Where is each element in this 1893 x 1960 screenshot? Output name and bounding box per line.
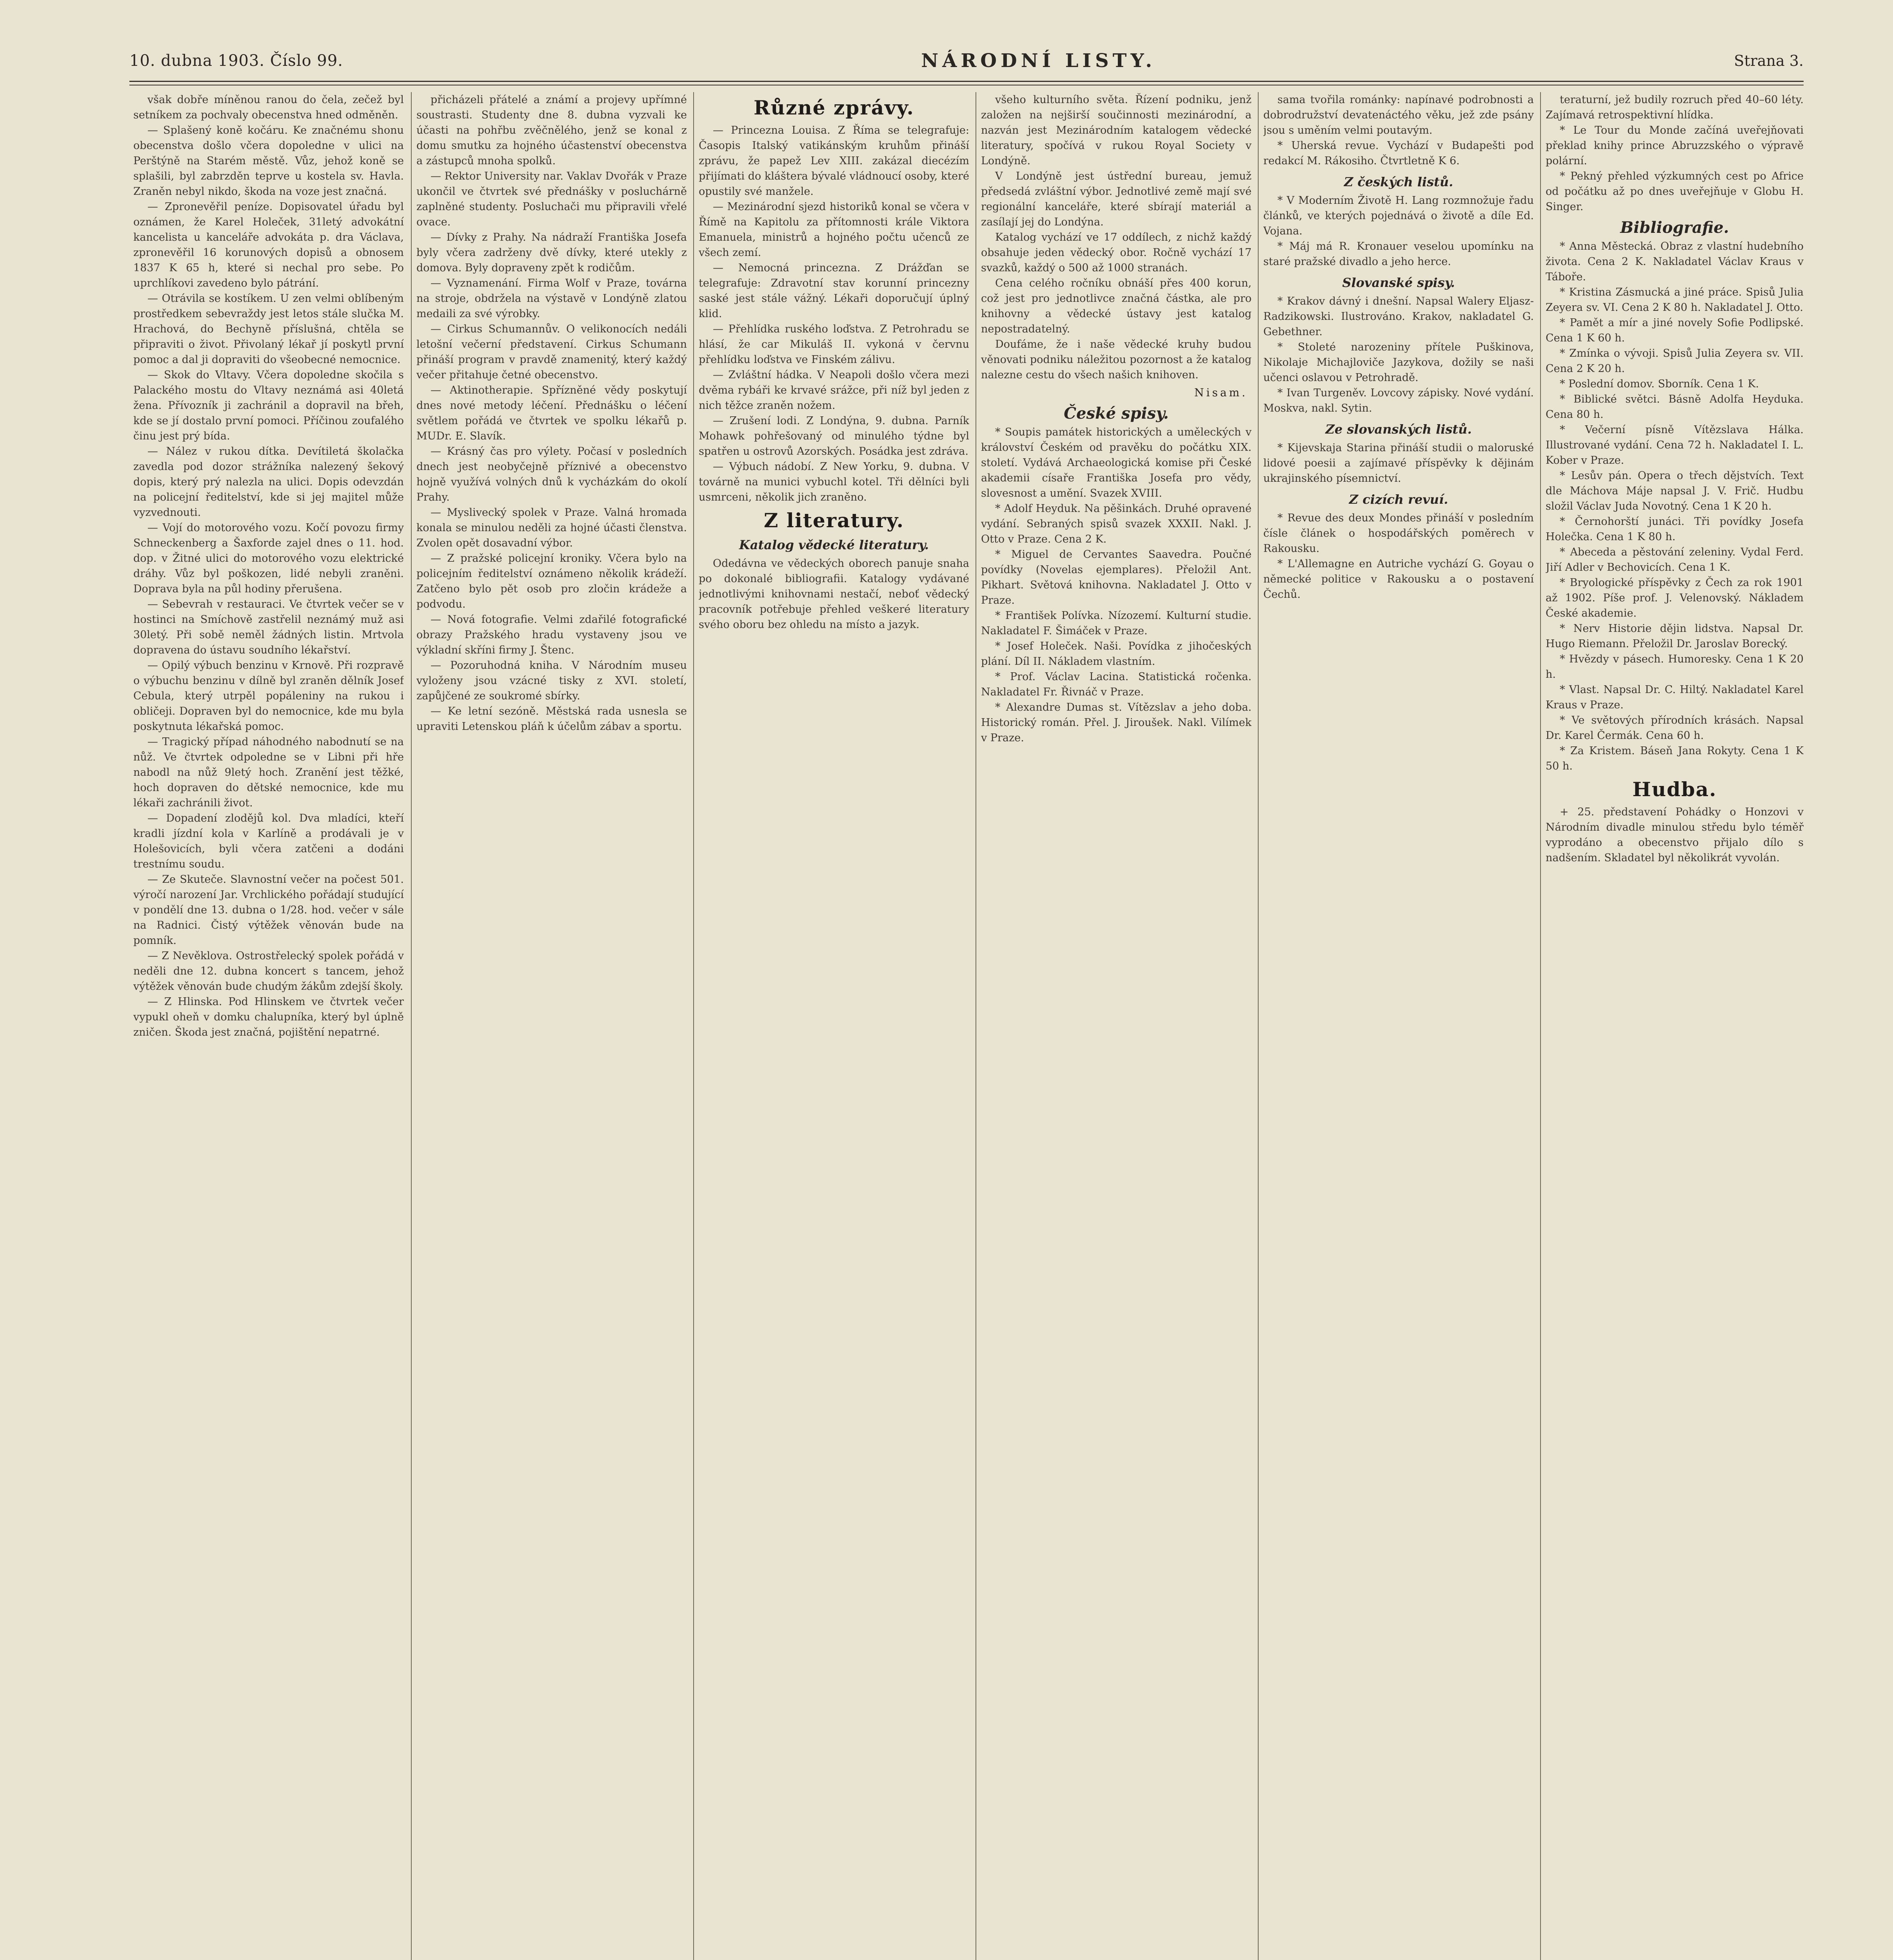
column-separator — [411, 92, 412, 1960]
article-paragraph: — Mezinárodní sjezd historiků konal se včera v Římě na Kapitolu za přítomnosti krále Viktora Emanuela, ministrů a hojného počtu učenců ze všech zemí. — [699, 201, 969, 259]
bibliography-entry: * Pamět a mír a jiné novely Sofie Podlipské. Cena 1 K 60 h. — [1546, 317, 1804, 344]
article-paragraph: V Londýně jest ústřední bureau, jemuž předsedá zvláštní výbor. Jednotlivé země mají své regionální kanceláře, které sbírají materiál a zasílají jej do Londýna. — [981, 170, 1252, 228]
bibliography-entry: * Kristina Zásmucká a jiné práce. Spisů Julia Zeyera sv. VI. Cena 2 K 80 h. Nakladatel J. Otto. — [1546, 286, 1804, 314]
article-paragraph: — Výbuch nádobí. Z New Yorku, 9. dubna. V továrně na munici vybuchl kotel. Tři dělníci byli usmrceni, několik jich zraněno. — [699, 461, 969, 503]
article-paragraph: — Ze Skuteče. Slavnostní večer na počest 501. výročí narození Jar. Vrchlického pořádají studující v pondělí dne 13. dubna o 1/28. hod. večer v sále na Radnici. Čistý výtěžek věnován bude na pomník. — [133, 873, 404, 947]
section-heading-slavic-papers: Ze slovanských listů. — [1325, 422, 1472, 437]
article-paragraph: — Splašený koně kočáru. Ke značnému shonu obecenstva došlo včera dopoledne v ulici na Perštýně na Starém městě. Vůz, jehož koně se splašili, byl zabrzděn teprve u kostela sv. Havla. Zraněn nebyl nikdo, škoda na voze jest značná. — [133, 124, 404, 198]
article-paragraph: přicházeli přátelé a známí a projevy upřímné soustrasti. Studenty dne 8. dubna vyzvali ke účasti na pohřbu zvěčnělého, jenž se konal z domu smutku za hojného účastenství obecenstva a zástupců mnoha spolků. — [416, 94, 687, 167]
bibliography-entry: * Adolf Heyduk. Na pěšinkách. Druhé opravené vydání. Sebraných spisů svazek XXXII. Nakl. J. Otto v Praze. Cena 2 K. — [981, 503, 1252, 545]
article-paragraph: — Z Nevěklova. Ostrostřelecký spolek pořádá v neděli dne 12. dubna koncert s tancem, jehož výtěžek věnován bude chudým žákům zdejší školy. — [133, 950, 404, 993]
bibliography-entry: * Miguel de Cervantes Saavedra. Poučné povídky (Novelas ejemplares). Přeložil Ant. Pikhart. Světová knihovna. Nakladatel J. Otto v Praze. — [981, 548, 1252, 606]
bibliography-entry: * František Polívka. Nízozemí. Kulturní studie. Nakladatel F. Šimáček v Praze. — [981, 610, 1252, 637]
article-paragraph: — Aktinotherapie. Spřízněné vědy poskytují dnes nové metody léčení. Přednášku o léčení světlem pořádá ve čtvrtek ve spolku lékařů p. MUDr. E. Slavík. — [416, 384, 687, 442]
article-paragraph: * Revue des deux Mondes přináší v posledním čísle článek o hospodářských poměrech v Rakousku. — [1263, 512, 1534, 555]
bibliography-entry: * Večerní písně Vítězslava Hálka. Illustrované vydání. Cena 72 h. Nakladatel I. L. Kober v Praze. — [1546, 424, 1804, 466]
section-heading-czech-papers: Z českých listů. — [1344, 174, 1453, 189]
article-paragraph: — Krásný čas pro výlety. Počasí v posledních dnech jest neobyčejně příznivé a obecenstvo hojně využívá volných dnů k vycházkám do okolí Prahy. — [416, 445, 687, 503]
header-rule — [129, 81, 1804, 82]
section-heading-various-news: Různé zprávy. — [754, 96, 914, 119]
article-paragraph: * Le Tour du Monde začíná uveřejňovati překlad knihy prince Abruzzského o výpravě polární. — [1546, 124, 1804, 167]
column-separator — [1540, 92, 1541, 1960]
article-paragraph: — Dívky z Prahy. Na nádraží Františka Josefa byly včera zadrženy dvě dívky, které utekly z domova. Byly dopraveny zpět k rodičům. — [416, 231, 687, 274]
bibliography-entry: * Zmínka o vývoji. Spisů Julia Zeyera sv. VII. Cena 2 K 20 h. — [1546, 347, 1804, 375]
bibliography-entry: * Poslední domov. Sborník. Cena 1 K. — [1560, 378, 1759, 390]
article-paragraph: * Uherská revue. Vychází v Budapešti pod redakcí M. Rákosiho. Čtvrtletně K 6. — [1263, 140, 1534, 167]
article-paragraph: — Nález v rukou dítka. Devítiletá školačka zavedla pod dozor strážníka nalezený šekový dopis, který prý nalezla na ulici. Dopis odevzdán na policejní ředitelství, kde si jej majitel může vyzvednouti. — [133, 445, 404, 519]
section-heading-bibliography: Bibliografie. — [1620, 218, 1729, 237]
article-paragraph: * L'Allemagne en Autriche vychází G. Goyau o německé politice v Rakousku a o postavení Čechů. — [1263, 558, 1534, 601]
article-paragraph: — Rektor University nar. Vaklav Dvořák v Praze ukončil ve čtvrtek své přednášky v posluchárně zaplněné studenty. Posluchači mu připravili vřelé ovace. — [416, 170, 687, 228]
article-paragraph: — Myslivecký spolek v Praze. Valná hromada konala se minulou neděli za hojné účasti členstva. Zvolen opět dosavadní výbor. — [416, 506, 687, 549]
article-paragraph: — Zvláštní hádka. V Neapoli došlo včera mezi dvěma rybáři ke krvavé srážce, při níž byl jeden z nich těžce zraněn nožem. — [699, 369, 969, 412]
article-paragraph: — Vyznamenání. Firma Wolf v Praze, továrna na stroje, obdržela na výstavě v Londýně zlatou medaili za své výrobky. — [416, 277, 687, 320]
bibliography-entry: * Za Kristem. Báseň Jana Rokyty. Cena 1 K 50 h. — [1546, 745, 1804, 772]
newspaper-title: NÁRODNÍ LISTY. — [921, 50, 1156, 72]
column-separator — [693, 92, 694, 1960]
article-paragraph: — Pozoruhodná kniha. V Národním museu vyloženy jsou vzácné tisky z XVI. století, zapůjčené ze soukromé sbírky. — [416, 659, 687, 702]
article-paragraph: * Máj má R. Kronauer veselou upomínku na staré pražské divadlo a jeho herce. — [1263, 240, 1534, 268]
article-paragraph: — Nemocná princezna. Z Drážďan se telegrafuje: Zdravotní stav korunní princezny saské jest stále vážný. Lékaři doporučují úplný klid. — [699, 262, 969, 320]
bibliography-entry: * Ve světových přírodních krásách. Napsal Dr. Karel Čermák. Cena 60 h. — [1546, 714, 1804, 742]
article-paragraph: Doufáme, že i naše vědecké kruhy budou věnovati podniku náležitou pozornost a že katalog nalezne cestu do všech našich knihoven. — [981, 338, 1252, 381]
article-paragraph: — Sebevrah v restauraci. Ve čtvrtek večer se v hostinci na Smíchově zastřelil neznámý muž asi 30letý. Při sobě neměl žádných listin. Mrtvola dopravena do ústavu soudního lékařství. — [133, 598, 404, 656]
article-paragraph: — Zpronevěřil peníze. Dopisovatel úřadu byl oznámen, že Karel Holeček, 31letý advokátní kancelista u kanceláře advokáta p. dra Václava, zpronevěřil 16 korunových dopisů a obnosem 1837 K 65 h, které si nechal pro sebe. Po uprchlíkovi zavedeno bylo pátrání. — [133, 201, 404, 289]
section-heading-foreign-reviews: Z cizích revuí. — [1349, 492, 1448, 507]
bibliography-entry: * Josef Holeček. Naši. Povídka z jihočeských plání. Díl II. Nákladem vlastním. — [981, 640, 1252, 668]
bibliography-entry: * Vlast. Napsal Dr. C. Hiltý. Nakladatel Karel Kraus v Praze. — [1546, 684, 1804, 711]
article-paragraph: — Dopadení zlodějů kol. Dva mladíci, kteří kradli jízdní kola v Karlíně a prodávali je v Holešovicích, byli včera zatčeni a dodáni trestnímu soudu. — [133, 812, 404, 870]
article-paragraph: — Z pražské policejní kroniky. Včera bylo na policejním ředitelství oznámeno několik krádeží. Zatčeno bylo pět osob pro zločin krádeže a podvodu. — [416, 552, 687, 610]
article-subheading: Katalog vědecké literatury. — [739, 537, 929, 552]
article-paragraph: * Krakov dávný i dnešní. Napsal Walery Eljasz-Radzikowski. Ilustrováno. Krakov, nakladatel G. Gebethner. — [1263, 295, 1534, 338]
article-paragraph: — Nová fotografie. Velmi zdařilé fotografické obrazy Pražského hradu vystaveny jsou ve výkladní skříni firmy J. Štenc. — [416, 613, 687, 656]
article-paragraph: — Tragický případ náhodného nabodnutí se na nůž. Ve čtvrtek odpoledne se v Libni při hře nabodl na nůž 9letý hoch. Zranění jest těžké, hoch dopraven do dětské nemocnice, kde mu lékaři zachránili život. — [133, 736, 404, 809]
article-paragraph: však dobře míněnou ranou do čela, zečež byl setníkem za pochvaly obecenstva hned odměněn. — [133, 94, 404, 121]
bibliography-entry: * Hvězdy v pásech. Humoresky. Cena 1 K 20 h. — [1546, 653, 1804, 681]
column-5 — [1263, 92, 1534, 1960]
article-paragraph: — Opilý výbuch benzinu v Krnově. Při rozpravě o výbuchu benzinu v dílně byl zraněn dělník Josef Cebula, který utrpěl popáleniny na rukou i obličeji. Dopraven byl do nemocnice, kde mu byla poskytnuta lékařská pomoc. — [133, 659, 404, 733]
article-paragraph: Cena celého ročníku obnáší přes 400 korun, což jest pro jednotlivce značná částka, ale pro knihovny a vědecké ústavy jest katalog nepostradatelný. — [981, 277, 1252, 335]
page-number: Strana 3. — [1734, 52, 1804, 69]
section-heading-music: Hudba. — [1632, 778, 1717, 801]
bibliography-entry: * Lesův pán. Opera o třech dějstvích. Text dle Máchova Máje napsal J. V. Frič. Hudbu složil Václav Juda Novotný. Cena 1 K 20 h. — [1546, 470, 1804, 512]
section-heading-literature: Z literatury. — [763, 509, 905, 532]
article-paragraph: — Cirkus Schumannův. O velikonocích nedáli letošní večerní představení. Cirkus Schumann přináší program v pravdě znamenitý, který každý večer přitahuje četné obecenstvo. — [416, 323, 687, 381]
column-4 — [981, 92, 1252, 1960]
article-paragraph: sama tvořila románky: napínavé podrobnosti a dobrodružství devatenáctého věku, jež zde psány jsou s uměním velmi poutavým. — [1263, 94, 1534, 136]
article-paragraph: — Vojí do motorového vozu. Kočí povozu firmy Schneckenberg a Šaxforde zajel dnes o 11. hod. dop. v Žitné ulici do motorového vozu elektrické dráhy. Vůz byl poškozen, lidé nebyli zraněni. Doprava byla na půl hodiny přerušena. — [133, 522, 404, 595]
bibliography-entry: * Alexandre Dumas st. Vítězslav a jeho doba. Historický román. Přel. J. Jiroušek. Nakl. Vilímek v Praze. — [981, 701, 1252, 744]
column-2 — [416, 92, 687, 1960]
issue-date: 10. dubna 1903. Číslo 99. — [129, 52, 343, 70]
article-paragraph: * Pekný přehled výzkumných cest po Africe od počátku až po dnes uveřejňuje v Globu H. Singer. — [1546, 170, 1804, 213]
article-paragraph: * V Moderním Životě H. Lang rozmnožuje řadu článků, ve kterých pojednává o životě a díle Ed. Vojana. — [1263, 194, 1534, 237]
article-paragraph: — Princezna Louisa. Z Říma se telegrafuje: Časopis Italský vatikánským kruhům přináší zprávu, že papež Lev XIII. zakázal diecézím přijímati do kláštera bývalé vládnoucí osoby, které opustily své manžele. — [699, 124, 969, 198]
bibliography-entry: * Abeceda a pěstování zeleniny. Vydal Ferd. Jiří Adler v Bechovicích. Cena 1 K. — [1546, 546, 1804, 573]
bibliography-entry: * Anna Městecká. Obraz z vlastní hudebního života. Cena 2 K. Nakladatel Václav Kraus v Táboře. — [1546, 240, 1804, 283]
column-3 — [699, 92, 969, 1960]
column-separator — [1258, 92, 1259, 1960]
article-paragraph: — Přehlídka ruského loďstva. Z Petrohradu se hlásí, že car Mikuláš II. vykoná v červnu přehlídku loďstva ve Finském zálivu. — [699, 323, 969, 366]
masthead — [129, 43, 1804, 78]
section-heading-slavic-books: Slovanské spisy. — [1342, 275, 1455, 290]
article-paragraph: Odedávna ve vědeckých oborech panuje snaha po dokonalé bibliografii. Katalogy vydávané jednotlivými knihovnami nestačí, neboť vědecký pracovník potřebuje přehled veškeré literatury svého oboru bez ohledu na místo a jazyk. — [699, 557, 969, 631]
bibliography-entry: * Prof. Václav Lacina. Statistická ročenka. Nakladatel Fr. Řivnáč v Praze. — [981, 671, 1252, 698]
article-paragraph: * Kijevskaja Starina přináší studii o maloruské lidové poesii a zajímavé příspěvky k dějinám ukrajinského písemnictví. — [1263, 442, 1534, 485]
article-paragraph: — Zrušení lodi. Z Londýna, 9. dubna. Parník Mohawk pohřešovaný od minulého týdne byl spatřen u ostrovů Azorských. Posádka jest zdráva. — [699, 415, 969, 457]
section-heading-czech-books: České spisy. — [1064, 404, 1169, 423]
column-6 — [1546, 92, 1804, 1960]
bibliography-entry: * Černohorští junáci. Tři povídky Josefa Holečka. Cena 1 K 80 h. — [1546, 515, 1804, 543]
article-paragraph: všeho kulturního světa. Řízení podniku, jenž založen na nejširší součinnosti mezinárodní, a nazván jest Mezinárodním katalogem vědecké literatury, spočívá v rukou Royal Society v Londýně. — [981, 94, 1252, 167]
bibliography-entry: * Bryologické příspěvky z Čech za rok 1901 až 1902. Píše prof. J. Velenovský. Nákladem České akademie. — [1546, 577, 1804, 619]
bibliography-entry: * Nerv Historie dějin lidstva. Napsal Dr. Hugo Riemann. Přeložil Dr. Jaroslav Borecký. — [1546, 622, 1804, 650]
article-paragraph: Katalog vychází ve 17 oddílech, z nichž každý obsahuje jeden vědecký obor. Ročně vychází 17 svazků, každý o 500 až 1000 stranách. — [981, 231, 1252, 274]
article-paragraph: — Ke letní sezóně. Městská rada usnesla se upraviti Letenskou pláň k účelům zábav a sportu. — [416, 705, 687, 733]
bibliography-entry: * Soupis památek historických a uměleckých v království Českém od pravěku do počátku XIX. století. Vydává Archaeologická komise při České akademii císaře Františka Josefa pro vědy, slovesnost a umění. Svazek XVIII. — [981, 426, 1252, 499]
article-paragraph: + 25. představení Pohádky o Honzovi v Národním divadle minulou středu bylo téměř vyprodáno a obecenstvo přijalo dílo s nadšením. Skladatel byl několikrát vyvolán. — [1546, 806, 1804, 864]
article-paragraph: — Z Hlinska. Pod Hlinskem ve čtvrtek večer vypukl oheň v domku chalupníka, který byl úplně zničen. Škoda jest značná, pojištění nepatrné. — [133, 996, 404, 1038]
bibliography-entry: * Biblické světci. Básně Adolfa Heyduka. Cena 80 h. — [1546, 393, 1804, 421]
article-paragraph: * Stoleté narozeniny přítele Puškinova, Nikolaje Michajloviče Jazykova, dožily se naši učenci oslavou v Petrohradě. — [1263, 341, 1534, 384]
column-1 — [133, 92, 404, 1960]
article-paragraph: teraturní, jež budily rozruch před 40–60 léty. Zajímavá retrospektivní hlídka. — [1546, 94, 1804, 121]
article-paragraph: — Otrávila se kostíkem. U zen velmi oblíbeným prostředkem sebevraždy jest letos stále slučka M. Hrachová, do Bechyně příslušná, chtěla se připraviti o život. Přivolaný lékař jí poskytl první pomoc a dal ji dopraviti do všeobecné nemocnice. — [133, 292, 404, 366]
article-paragraph: * Ivan Turgeněv. Lovcovy zápisky. Nové vydání. Moskva, nakl. Sytin. — [1263, 387, 1534, 414]
article-paragraph: — Skok do Vltavy. Včera dopoledne skočila s Palackého mostu do Vltavy neznámá asi 40letá žena. Přívozník ji zachránil a dopravil na břeh, kde se jí dostalo první pomoci. Příčinou zoufalého činu jest prý bída. — [133, 369, 404, 442]
author-signature: Nisam. — [1194, 386, 1248, 399]
